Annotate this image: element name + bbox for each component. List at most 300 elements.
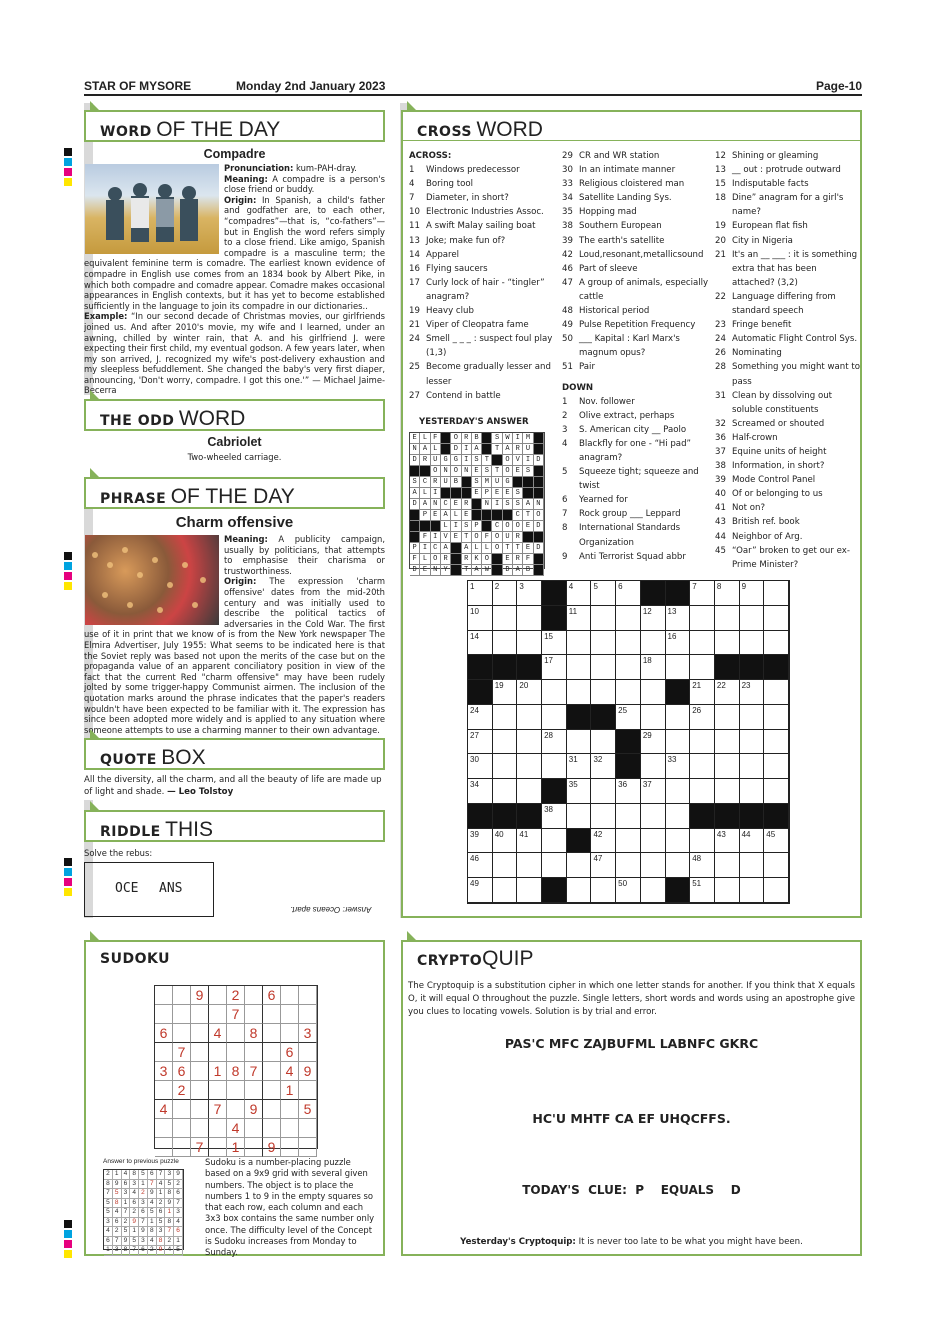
crossword-cell[interactable] bbox=[517, 705, 542, 730]
crossword-cell[interactable] bbox=[715, 581, 740, 606]
answer-cell: S bbox=[462, 521, 472, 532]
answer-cell bbox=[462, 488, 472, 499]
crossword-cell[interactable] bbox=[690, 581, 715, 606]
crossword-cell[interactable] bbox=[740, 631, 765, 656]
sudoku-cell[interactable] bbox=[263, 1005, 281, 1024]
crossword-cell[interactable] bbox=[567, 878, 592, 903]
clue-number: 11 bbox=[409, 221, 420, 232]
answer-cell: G bbox=[441, 455, 451, 466]
crossword-cell[interactable] bbox=[468, 581, 493, 606]
answer-cell: Y bbox=[441, 565, 451, 576]
crossword-cell[interactable] bbox=[542, 754, 567, 779]
crossword-cell[interactable] bbox=[666, 655, 691, 680]
crossword-cell[interactable] bbox=[666, 754, 691, 779]
sudoku-cell[interactable] bbox=[299, 1043, 317, 1062]
crossword-cell[interactable] bbox=[641, 754, 666, 779]
crossword-cell[interactable] bbox=[493, 680, 518, 705]
crossword-cell[interactable] bbox=[666, 853, 691, 878]
crossword-cell[interactable] bbox=[493, 754, 518, 779]
cell-number: 42 bbox=[593, 829, 603, 839]
prev-answer-label: Answer to previous puzzle bbox=[103, 1158, 179, 1165]
crossword-cell[interactable] bbox=[616, 581, 641, 606]
sudoku-cell[interactable] bbox=[191, 1005, 209, 1024]
clue-number: 26 bbox=[715, 348, 726, 359]
crossword-cell[interactable] bbox=[591, 581, 616, 606]
crossword-cell[interactable] bbox=[690, 655, 715, 680]
crossword-cell[interactable] bbox=[591, 829, 616, 854]
crossword-cell[interactable] bbox=[517, 829, 542, 854]
sudoku-cell[interactable]: 9 bbox=[299, 1062, 317, 1081]
sudoku-cell[interactable] bbox=[209, 986, 227, 1005]
crossword-cell[interactable] bbox=[591, 853, 616, 878]
crossword-cell[interactable] bbox=[666, 606, 691, 631]
sudoku-grid[interactable] bbox=[154, 985, 318, 1155]
crossword-cell[interactable] bbox=[542, 829, 567, 854]
crossword-cell[interactable] bbox=[616, 853, 641, 878]
crossword-cell[interactable] bbox=[468, 730, 493, 755]
crossword-cell[interactable] bbox=[666, 779, 691, 804]
crossword-cell[interactable] bbox=[740, 853, 765, 878]
answer-cell: 2 bbox=[104, 1170, 113, 1180]
answer-cell: E bbox=[451, 499, 461, 510]
sudoku-cell[interactable] bbox=[227, 1081, 245, 1100]
crossword-cell[interactable] bbox=[468, 631, 493, 656]
crossword-cell[interactable] bbox=[764, 730, 789, 755]
crossword-cell[interactable] bbox=[740, 606, 765, 631]
sudoku-cell[interactable] bbox=[155, 1043, 173, 1062]
crossword-grid[interactable] bbox=[467, 580, 790, 904]
sudoku-cell[interactable]: 7 bbox=[173, 1043, 191, 1062]
sudoku-cell[interactable] bbox=[299, 1081, 317, 1100]
crossword-cell[interactable] bbox=[764, 606, 789, 631]
sudoku-cell[interactable] bbox=[173, 1100, 191, 1119]
crossword-cell[interactable] bbox=[740, 581, 765, 606]
crossword-cell[interactable] bbox=[764, 779, 789, 804]
crossword-cell[interactable] bbox=[715, 754, 740, 779]
sudoku-cell[interactable]: 9 bbox=[245, 1100, 263, 1119]
crossword-cell[interactable] bbox=[616, 655, 641, 680]
crossword-cell[interactable] bbox=[616, 878, 641, 903]
sudoku-cell[interactable]: 1 bbox=[227, 1138, 245, 1157]
crossword-cell[interactable] bbox=[715, 829, 740, 854]
sudoku-cell[interactable] bbox=[263, 1081, 281, 1100]
sudoku-cell[interactable] bbox=[245, 1081, 263, 1100]
crossword-cell[interactable] bbox=[493, 705, 518, 730]
crossword-cell[interactable] bbox=[517, 754, 542, 779]
crossword-cell[interactable] bbox=[715, 606, 740, 631]
answer-cell: 9 bbox=[165, 1199, 174, 1209]
crossword-cell[interactable] bbox=[493, 878, 518, 903]
sudoku-cell[interactable]: 4 bbox=[281, 1062, 299, 1081]
sudoku-cell[interactable] bbox=[155, 1119, 173, 1138]
sudoku-cell[interactable] bbox=[173, 1119, 191, 1138]
crossword-cell[interactable] bbox=[468, 829, 493, 854]
crossword-cell[interactable] bbox=[715, 853, 740, 878]
previous-sudoku-answer bbox=[103, 1169, 184, 1253]
clue bbox=[562, 493, 712, 507]
answer-cell: S bbox=[503, 499, 513, 510]
sudoku-cell[interactable] bbox=[245, 986, 263, 1005]
sudoku-cell[interactable] bbox=[263, 1119, 281, 1138]
crossword-cell[interactable] bbox=[666, 829, 691, 854]
crossword-cell[interactable] bbox=[493, 730, 518, 755]
phrase-title: Charm offensive bbox=[175, 514, 294, 531]
answer-cell: W bbox=[503, 433, 513, 444]
crossword-cell[interactable] bbox=[641, 705, 666, 730]
sudoku-cell[interactable] bbox=[155, 1081, 173, 1100]
sudoku-cell[interactable] bbox=[155, 986, 173, 1005]
sudoku-cell[interactable] bbox=[281, 1024, 299, 1043]
sudoku-cell[interactable]: 4 bbox=[155, 1100, 173, 1119]
crossword-cell[interactable] bbox=[493, 606, 518, 631]
answer-cell: 3 bbox=[122, 1189, 131, 1199]
crossword-cell[interactable] bbox=[666, 804, 691, 829]
cell-number: 30 bbox=[470, 755, 479, 765]
crossword-cell[interactable] bbox=[715, 878, 740, 903]
crossword-cell[interactable] bbox=[616, 631, 641, 656]
sudoku-cell[interactable] bbox=[209, 1005, 227, 1024]
sudoku-cell[interactable]: 3 bbox=[299, 1024, 317, 1043]
sudoku-cell[interactable]: 2 bbox=[173, 1081, 191, 1100]
crossword-cell[interactable] bbox=[468, 878, 493, 903]
crossword-cell[interactable] bbox=[666, 730, 691, 755]
crossword-cell[interactable] bbox=[616, 705, 641, 730]
crossword-cell[interactable] bbox=[715, 705, 740, 730]
crossword-cell[interactable] bbox=[591, 754, 616, 779]
cell-number: 36 bbox=[618, 780, 628, 790]
answer-cell: 7 bbox=[104, 1189, 113, 1199]
sudoku-cell[interactable] bbox=[227, 1043, 245, 1062]
crossword-cell[interactable] bbox=[567, 655, 592, 680]
crossword-cell[interactable] bbox=[641, 680, 666, 705]
sudoku-cell[interactable] bbox=[191, 1062, 209, 1081]
crossword-cell[interactable] bbox=[690, 779, 715, 804]
crossword-cell[interactable] bbox=[641, 804, 666, 829]
sudoku-cell[interactable] bbox=[227, 1100, 245, 1119]
crossword-cell[interactable] bbox=[468, 606, 493, 631]
crossword-cell[interactable] bbox=[517, 581, 542, 606]
crossword-cell[interactable] bbox=[517, 606, 542, 631]
crossword-cell[interactable] bbox=[542, 804, 567, 829]
sudoku-cell[interactable] bbox=[191, 1024, 209, 1043]
sudoku-cell[interactable] bbox=[191, 1100, 209, 1119]
crossword-cell[interactable] bbox=[567, 631, 592, 656]
sudoku-cell[interactable] bbox=[299, 986, 317, 1005]
sudoku-cell[interactable] bbox=[281, 1119, 299, 1138]
crossword-cell[interactable] bbox=[493, 581, 518, 606]
answer-cell: 2 bbox=[148, 1246, 157, 1256]
clue bbox=[562, 465, 712, 493]
crossword-cell[interactable] bbox=[616, 829, 641, 854]
sudoku-cell[interactable] bbox=[245, 1138, 263, 1157]
crossword-cell[interactable] bbox=[740, 878, 765, 903]
crossword-cell[interactable] bbox=[690, 829, 715, 854]
crossword-cell[interactable] bbox=[740, 705, 765, 730]
crossword-cell[interactable] bbox=[715, 680, 740, 705]
crossword-cell[interactable] bbox=[764, 878, 789, 903]
crossword-cell[interactable] bbox=[715, 631, 740, 656]
crossword-cell[interactable] bbox=[567, 680, 592, 705]
black-square bbox=[740, 804, 765, 829]
answer-cell: P bbox=[472, 521, 482, 532]
crossword-cell[interactable] bbox=[591, 878, 616, 903]
sudoku-cell[interactable]: 4 bbox=[227, 1119, 245, 1138]
crossword-cell[interactable] bbox=[517, 730, 542, 755]
sudoku-cell[interactable]: 1 bbox=[209, 1062, 227, 1081]
clue-text: Screamed or shouted bbox=[732, 418, 825, 429]
crossword-cell[interactable] bbox=[764, 631, 789, 656]
sudoku-cell[interactable]: 6 bbox=[173, 1062, 191, 1081]
answer-cell: U bbox=[441, 477, 451, 488]
sudoku-cell[interactable]: 4 bbox=[209, 1024, 227, 1043]
crossword-cell[interactable] bbox=[468, 779, 493, 804]
sudoku-cell[interactable] bbox=[209, 1119, 227, 1138]
sudoku-cell[interactable] bbox=[299, 1005, 317, 1024]
clue bbox=[562, 234, 712, 248]
answer-cell: R bbox=[462, 433, 472, 444]
black-square bbox=[715, 655, 740, 680]
crossword-cell[interactable] bbox=[468, 705, 493, 730]
crossword-cell[interactable] bbox=[764, 705, 789, 730]
crossword-cell[interactable] bbox=[690, 730, 715, 755]
sudoku-cell[interactable] bbox=[191, 1119, 209, 1138]
answer-cell: I bbox=[492, 499, 502, 510]
crossword-cell[interactable] bbox=[690, 680, 715, 705]
crossword-cell[interactable] bbox=[764, 680, 789, 705]
crossword-cell[interactable] bbox=[641, 779, 666, 804]
crossword-cell[interactable] bbox=[690, 606, 715, 631]
cell-number: 7 bbox=[692, 582, 697, 591]
word-headword: Compadre bbox=[203, 147, 266, 161]
sudoku-cell[interactable] bbox=[173, 1138, 191, 1157]
sudoku-cell[interactable]: 7 bbox=[245, 1062, 263, 1081]
cell-number: 28 bbox=[544, 730, 553, 740]
crossword-cell[interactable] bbox=[616, 779, 641, 804]
answer-cell: A bbox=[513, 565, 523, 576]
answer-cell: D bbox=[410, 455, 420, 466]
answer-cell bbox=[462, 477, 472, 488]
crossword-cell[interactable] bbox=[690, 878, 715, 903]
sudoku-cell[interactable] bbox=[173, 1024, 191, 1043]
cell-number: 19 bbox=[494, 681, 504, 691]
sudoku-cell[interactable] bbox=[209, 1043, 227, 1062]
answer-cell: A bbox=[472, 565, 482, 576]
crossword-cell[interactable] bbox=[641, 878, 666, 903]
quote-header: QUOTE BOX bbox=[84, 738, 385, 770]
crossword-cell[interactable] bbox=[591, 606, 616, 631]
crossword-cell[interactable] bbox=[641, 829, 666, 854]
crossword-cell[interactable] bbox=[517, 779, 542, 804]
answer-cell bbox=[534, 488, 544, 499]
crossword-cell[interactable] bbox=[517, 878, 542, 903]
crossword-cell[interactable] bbox=[542, 730, 567, 755]
crossword-cell[interactable] bbox=[616, 680, 641, 705]
sudoku-cell[interactable] bbox=[155, 1138, 173, 1157]
sudoku-cell[interactable]: 7 bbox=[209, 1100, 227, 1119]
clue-number: 20 bbox=[715, 235, 726, 246]
sudoku-cell[interactable] bbox=[281, 1005, 299, 1024]
sudoku-cell[interactable]: 5 bbox=[299, 1100, 317, 1119]
answer-cell bbox=[482, 521, 492, 532]
cell-number: 35 bbox=[568, 780, 578, 790]
crossword-cell[interactable] bbox=[690, 754, 715, 779]
sudoku-cell[interactable]: 8 bbox=[227, 1062, 245, 1081]
sudoku-cell[interactable] bbox=[281, 1100, 299, 1119]
black-square bbox=[616, 730, 641, 755]
sudoku-cell[interactable]: 7 bbox=[191, 1138, 209, 1157]
crossword-cell[interactable] bbox=[493, 779, 518, 804]
answer-cell: S bbox=[482, 466, 492, 477]
crossword-cell[interactable] bbox=[666, 631, 691, 656]
black-square bbox=[493, 804, 518, 829]
crossword-cell[interactable] bbox=[517, 853, 542, 878]
crossword-cell[interactable] bbox=[493, 853, 518, 878]
sudoku-cell[interactable] bbox=[209, 1081, 227, 1100]
crossword-cell[interactable] bbox=[740, 829, 765, 854]
crossword-cell[interactable] bbox=[616, 606, 641, 631]
sudoku-cell[interactable]: 9 bbox=[263, 1138, 281, 1157]
sudoku-cell[interactable] bbox=[173, 1005, 191, 1024]
crossword-cell[interactable] bbox=[740, 680, 765, 705]
answer-cell: 6 bbox=[174, 1227, 183, 1237]
crossword-cell[interactable] bbox=[567, 581, 592, 606]
crossword-cell[interactable] bbox=[690, 631, 715, 656]
crossword-header: CROSS WORD bbox=[401, 110, 862, 142]
answer-cell: I bbox=[462, 444, 472, 455]
crossword-cell[interactable] bbox=[567, 606, 592, 631]
crossword-cell[interactable] bbox=[666, 705, 691, 730]
sudoku-cell[interactable]: 6 bbox=[155, 1024, 173, 1043]
clue-number: 25 bbox=[409, 362, 420, 373]
crossword-cell[interactable] bbox=[764, 853, 789, 878]
sudoku-cell[interactable]: 9 bbox=[191, 986, 209, 1005]
sudoku-cell[interactable] bbox=[299, 1119, 317, 1138]
crossword-cell[interactable] bbox=[567, 853, 592, 878]
sudoku-cell[interactable] bbox=[245, 1005, 263, 1024]
crossword-cell[interactable] bbox=[517, 680, 542, 705]
answer-cell: 8 bbox=[157, 1237, 166, 1247]
sudoku-cell[interactable] bbox=[227, 1024, 245, 1043]
answer-cell: R bbox=[462, 499, 472, 510]
crossword-cell[interactable] bbox=[567, 804, 592, 829]
sudoku-cell[interactable]: 1 bbox=[281, 1081, 299, 1100]
crossword-cell[interactable] bbox=[567, 779, 592, 804]
answer-cell: 5 bbox=[148, 1208, 157, 1218]
answer-cell: A bbox=[503, 444, 513, 455]
sudoku-cell[interactable] bbox=[173, 986, 191, 1005]
sudoku-cell[interactable] bbox=[281, 1138, 299, 1157]
crossword-cell[interactable] bbox=[740, 754, 765, 779]
answer-cell: 6 bbox=[130, 1199, 139, 1209]
crossword-cell[interactable] bbox=[567, 754, 592, 779]
answer-cell: U bbox=[503, 532, 513, 543]
sudoku-cell[interactable] bbox=[245, 1043, 263, 1062]
clue-text: ___ Kapital : Karl Marx's magnum opus? bbox=[579, 334, 680, 359]
clue-number: 38 bbox=[715, 461, 726, 472]
crossword-cell[interactable] bbox=[517, 631, 542, 656]
crossword-cell[interactable] bbox=[690, 853, 715, 878]
crossword-cell[interactable] bbox=[641, 655, 666, 680]
crossword-cell[interactable] bbox=[641, 853, 666, 878]
crossword-cell[interactable] bbox=[591, 730, 616, 755]
crossword-cell[interactable] bbox=[690, 705, 715, 730]
crossword-cell[interactable] bbox=[616, 804, 641, 829]
crossword-cell[interactable] bbox=[542, 631, 567, 656]
answer-cell: C bbox=[420, 477, 430, 488]
answer-cell: D bbox=[410, 499, 420, 510]
word-of-day-header: WORD OF THE DAY bbox=[84, 110, 385, 142]
crossword-cell[interactable] bbox=[715, 730, 740, 755]
sudoku-cell[interactable] bbox=[191, 1043, 209, 1062]
answer-cell: E bbox=[472, 488, 482, 499]
clue bbox=[715, 191, 860, 219]
cell-number: 18 bbox=[642, 656, 652, 666]
clue bbox=[562, 149, 712, 163]
crossword-cell[interactable] bbox=[468, 853, 493, 878]
crossword-cell[interactable] bbox=[740, 779, 765, 804]
sudoku-cell[interactable] bbox=[263, 1100, 281, 1119]
clue bbox=[715, 501, 860, 515]
sudoku-cell[interactable]: 2 bbox=[227, 986, 245, 1005]
sudoku-cell[interactable]: 6 bbox=[281, 1043, 299, 1062]
crossword-cell[interactable] bbox=[764, 581, 789, 606]
crossword-cell[interactable] bbox=[591, 779, 616, 804]
sudoku-cell[interactable] bbox=[209, 1138, 227, 1157]
crossword-cell[interactable] bbox=[764, 754, 789, 779]
sudoku-cell[interactable]: 7 bbox=[227, 1005, 245, 1024]
sudoku-cell[interactable] bbox=[263, 1024, 281, 1043]
sudoku-cell[interactable] bbox=[245, 1119, 263, 1138]
answer-cell: I bbox=[462, 455, 472, 466]
clue-number: 40 bbox=[715, 489, 726, 500]
crossword-cell[interactable] bbox=[715, 779, 740, 804]
sudoku-cell[interactable] bbox=[263, 1043, 281, 1062]
sudoku-cell[interactable]: 6 bbox=[263, 986, 281, 1005]
crossword-cell[interactable] bbox=[740, 730, 765, 755]
crossword-cell[interactable] bbox=[641, 606, 666, 631]
black-square bbox=[542, 779, 567, 804]
clue bbox=[562, 248, 712, 262]
sudoku-cell[interactable]: 8 bbox=[245, 1024, 263, 1043]
answer-cell: 9 bbox=[139, 1227, 148, 1237]
crossword-cell[interactable] bbox=[542, 680, 567, 705]
crossword-cell[interactable] bbox=[591, 680, 616, 705]
crossword-cell[interactable] bbox=[542, 655, 567, 680]
crossword-cell[interactable] bbox=[591, 631, 616, 656]
crossword-cell[interactable] bbox=[468, 754, 493, 779]
answer-cell: P bbox=[482, 488, 492, 499]
crossword-cell[interactable] bbox=[591, 655, 616, 680]
crossword-cell[interactable] bbox=[493, 631, 518, 656]
crossword-cell[interactable] bbox=[542, 705, 567, 730]
sudoku-cell[interactable]: 3 bbox=[155, 1062, 173, 1081]
answer-cell: U bbox=[492, 477, 502, 488]
crossword-cell[interactable] bbox=[542, 853, 567, 878]
sudoku-cell[interactable] bbox=[281, 986, 299, 1005]
sudoku-cell[interactable] bbox=[191, 1081, 209, 1100]
crossword-cell[interactable] bbox=[591, 804, 616, 829]
cell-number: 39 bbox=[470, 829, 479, 839]
crossword-cell[interactable] bbox=[493, 829, 518, 854]
sudoku-cell[interactable] bbox=[263, 1062, 281, 1081]
crossword-cell[interactable] bbox=[567, 730, 592, 755]
sudoku-cell[interactable] bbox=[299, 1138, 317, 1157]
clue bbox=[409, 360, 554, 388]
sudoku-cell[interactable] bbox=[155, 1005, 173, 1024]
crossword-cell[interactable] bbox=[764, 829, 789, 854]
crossword-cell[interactable] bbox=[641, 631, 666, 656]
crossword-cell[interactable] bbox=[641, 730, 666, 755]
